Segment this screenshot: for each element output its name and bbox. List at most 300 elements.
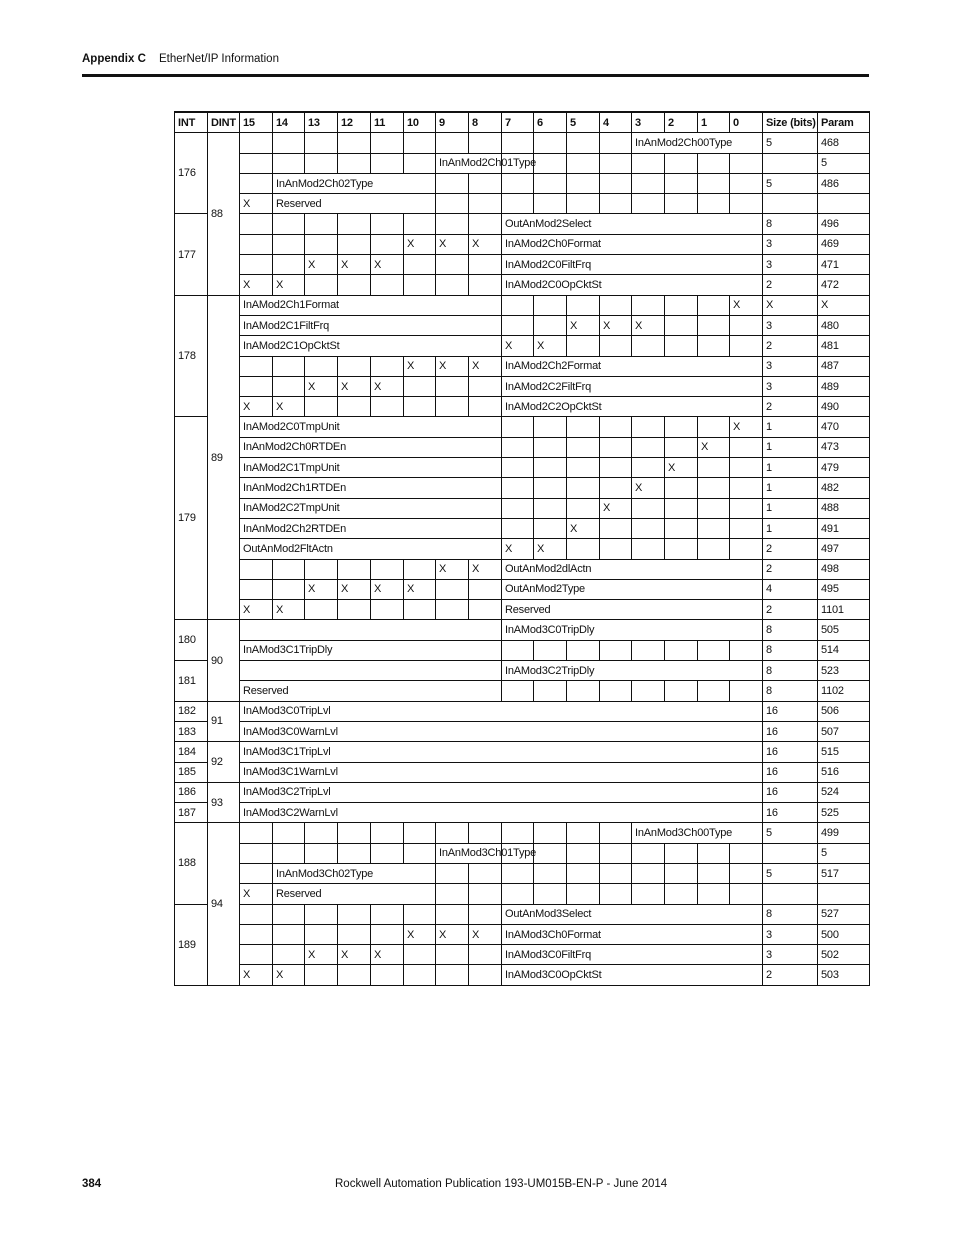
size-cell: 16 <box>763 701 818 721</box>
bit-cell <box>698 417 730 437</box>
param-cell: 489 <box>818 376 870 396</box>
header-section: Appendix C <box>82 53 146 65</box>
bit-cell: InAMod2C1TmpUnit <box>240 458 502 478</box>
publication-info: Rockwell Automation Publication 193-UM015B-EN-P - June 2014 <box>335 1178 668 1190</box>
size-cell: 5 <box>818 153 870 173</box>
size-cell: 2 <box>763 336 818 356</box>
column-header: 13 <box>305 112 338 133</box>
bit-cell <box>730 153 763 173</box>
bit-cell: Reserved <box>240 681 502 701</box>
size-cell: 4 <box>763 579 818 599</box>
table-row <box>175 701 870 721</box>
bit-cell <box>567 153 600 173</box>
bit-cell: X <box>371 376 404 396</box>
table-row <box>175 356 870 376</box>
bit-cell <box>273 356 305 376</box>
param-cell: 505 <box>818 620 870 640</box>
bit-cell: X <box>436 924 469 944</box>
bit-cell <box>600 417 632 437</box>
param-cell: 500 <box>818 924 870 944</box>
bit-cell <box>632 884 665 904</box>
bit-cell: InAMod2C2OpCktSt <box>502 397 763 417</box>
table-row <box>175 315 870 335</box>
bit-cell <box>730 843 763 863</box>
table-body <box>175 133 870 985</box>
bit-cell: X <box>273 600 305 620</box>
bit-cell: X <box>469 924 502 944</box>
bit-cell <box>818 884 870 904</box>
bit-cell: InAMod3C2WarnLvl <box>240 803 763 823</box>
param-cell: 525 <box>818 803 870 823</box>
size-cell: 5 <box>818 843 870 863</box>
bit-cell <box>665 295 698 315</box>
bit-cell <box>469 884 502 904</box>
bit-cell <box>240 153 273 173</box>
size-cell: 2 <box>763 600 818 620</box>
bit-cell <box>371 397 404 417</box>
bit-cell: X <box>305 255 338 275</box>
bit-cell <box>534 194 567 214</box>
int-cell: 188 <box>175 823 208 904</box>
bit-cell <box>469 275 502 295</box>
bit-cell <box>273 843 305 863</box>
table-row <box>175 721 870 741</box>
bit-cell <box>240 945 273 965</box>
bit-cell: InAMod3C2TripDly <box>502 661 763 681</box>
bit-cell <box>665 194 698 214</box>
header-rule <box>82 74 869 77</box>
bit-cell: X <box>567 518 600 538</box>
size-cell: 2 <box>763 397 818 417</box>
size-cell: 1 <box>763 417 818 437</box>
bit-cell <box>567 295 600 315</box>
size-cell: 8 <box>763 661 818 681</box>
bit-cell <box>567 336 600 356</box>
bit-cell <box>665 518 698 538</box>
bit-cell <box>240 579 273 599</box>
param-cell: 496 <box>818 214 870 234</box>
bit-cell <box>240 620 502 640</box>
bit-cell: InAnMod2Ch2RTDEn <box>240 518 502 538</box>
bit-cell <box>273 904 305 924</box>
bit-cell <box>436 133 469 153</box>
bit-cell <box>730 315 763 335</box>
bit-cell <box>632 640 665 660</box>
bit-cell <box>534 315 567 335</box>
bit-cell <box>240 234 273 254</box>
bit-cell: InAMod2C2FiltFrq <box>502 376 763 396</box>
bit-cell <box>338 356 371 376</box>
bit-cell: X <box>818 295 870 315</box>
bit-cell <box>404 397 436 417</box>
table-row <box>175 823 870 843</box>
bit-cell <box>534 133 567 153</box>
bit-cell <box>502 478 534 498</box>
bit-cell: X <box>305 376 338 396</box>
bit-cell <box>567 194 600 214</box>
size-cell: 16 <box>763 762 818 782</box>
bit-cell <box>600 640 632 660</box>
size-cell: 3 <box>763 945 818 965</box>
bit-cell <box>436 194 469 214</box>
bit-cell: X <box>338 945 371 965</box>
bit-cell: X <box>534 539 567 559</box>
param-cell: 506 <box>818 701 870 721</box>
bit-cell <box>404 600 436 620</box>
table-row <box>175 762 870 782</box>
bit-cell: InAMod3C1TripDly <box>240 640 502 660</box>
bit-cell <box>502 884 534 904</box>
size-cell: 1 <box>763 478 818 498</box>
bit-cell <box>273 255 305 275</box>
bit-cell: X <box>502 539 534 559</box>
column-header: 9 <box>436 112 469 133</box>
size-cell: 2 <box>763 275 818 295</box>
bit-cell <box>338 600 371 620</box>
bit-cell <box>665 539 698 559</box>
bit-cell <box>534 863 567 883</box>
bit-cell: InAMod3C0OpCktSt <box>502 965 763 985</box>
int-cell: 181 <box>175 661 208 702</box>
size-cell: 16 <box>763 803 818 823</box>
bit-cell <box>305 397 338 417</box>
bit-cell: X <box>240 397 273 417</box>
bit-cell <box>469 133 502 153</box>
bit-cell <box>534 823 567 843</box>
bit-cell: X <box>436 559 469 579</box>
size-cell: 5 <box>763 823 818 843</box>
bit-cell <box>534 884 567 904</box>
bit-cell: InAnMod3Ch01Type <box>436 843 502 863</box>
bit-cell <box>273 924 305 944</box>
param-cell: 487 <box>818 356 870 376</box>
bit-cell <box>600 884 632 904</box>
param-cell: 482 <box>818 478 870 498</box>
bit-cell <box>404 376 436 396</box>
bit-cell <box>665 843 698 863</box>
column-header: INT <box>175 112 208 133</box>
int-cell: 183 <box>175 721 208 741</box>
bit-cell: InAMod3Ch0Format <box>502 924 763 944</box>
bit-cell <box>600 336 632 356</box>
int-cell: 184 <box>175 742 208 762</box>
bit-cell: X <box>338 255 371 275</box>
bit-cell <box>469 397 502 417</box>
bit-cell <box>305 924 338 944</box>
size-cell: 3 <box>763 255 818 275</box>
bit-cell: InAMod2Ch1Format <box>240 295 502 315</box>
size-cell: 2 <box>763 559 818 579</box>
table-row <box>175 255 870 275</box>
bit-cell <box>567 863 600 883</box>
bit-cell <box>404 275 436 295</box>
bit-cell <box>273 945 305 965</box>
bit-cell: OutAnMod2dlActn <box>502 559 763 579</box>
bit-cell <box>436 214 469 234</box>
bit-cell <box>338 153 371 173</box>
bit-cell <box>338 275 371 295</box>
table-row <box>175 153 870 173</box>
bit-cell <box>240 924 273 944</box>
table-row <box>175 843 870 863</box>
bit-cell <box>600 153 632 173</box>
bit-cell: X <box>404 924 436 944</box>
int-cell: 187 <box>175 803 208 823</box>
bit-cell <box>632 518 665 538</box>
size-cell: 3 <box>763 924 818 944</box>
bit-cell <box>698 478 730 498</box>
bit-cell <box>240 133 273 153</box>
bit-cell <box>600 173 632 193</box>
table-row <box>175 437 870 457</box>
size-cell: 3 <box>763 234 818 254</box>
bit-cell <box>600 458 632 478</box>
bit-cell <box>436 173 469 193</box>
param-cell: 470 <box>818 417 870 437</box>
bit-cell <box>305 843 338 863</box>
size-cell: 3 <box>763 356 818 376</box>
bit-cell: X <box>534 336 567 356</box>
table-row <box>175 234 870 254</box>
bit-cell <box>338 214 371 234</box>
bit-cell <box>502 417 534 437</box>
bit-cell <box>305 600 338 620</box>
bit-cell <box>502 315 534 335</box>
int-cell: 182 <box>175 701 208 721</box>
bit-cell <box>567 458 600 478</box>
column-header: DINT <box>208 112 240 133</box>
bit-cell: InAMod3C1TripLvl <box>240 742 763 762</box>
bit-cell <box>665 640 698 660</box>
bit-cell: InAnMod2Ch02Type <box>273 173 436 193</box>
bit-cell: InAMod3C2TripLvl <box>240 782 763 802</box>
bit-cell <box>502 458 534 478</box>
bit-cell <box>600 478 632 498</box>
bit-cell <box>338 559 371 579</box>
bit-cell: X <box>371 255 404 275</box>
bit-cell: X <box>730 417 763 437</box>
bit-cell <box>567 133 600 153</box>
bit-cell <box>436 823 469 843</box>
bit-cell <box>632 498 665 518</box>
bit-cell <box>730 194 763 214</box>
bit-cell <box>665 417 698 437</box>
param-cell: 469 <box>818 234 870 254</box>
bit-cell <box>665 336 698 356</box>
param-cell: 473 <box>818 437 870 457</box>
bit-cell: X <box>665 458 698 478</box>
bit-cell <box>567 437 600 457</box>
table-row <box>175 782 870 802</box>
bit-cell: X <box>305 579 338 599</box>
bit-cell <box>665 478 698 498</box>
bit-cell: X <box>404 579 436 599</box>
column-header: 6 <box>534 112 567 133</box>
size-cell: 8 <box>763 904 818 924</box>
bit-cell: OutAnMod3Select <box>502 904 763 924</box>
bit-cell <box>371 924 404 944</box>
bit-cell <box>273 559 305 579</box>
bit-cell <box>698 295 730 315</box>
bit-cell <box>338 904 371 924</box>
bit-cell: X <box>240 600 273 620</box>
bit-cell <box>338 133 371 153</box>
size-cell: 1 <box>763 498 818 518</box>
table-row <box>175 214 870 234</box>
bit-cell <box>600 539 632 559</box>
size-cell: 1 <box>763 458 818 478</box>
bit-cell <box>502 823 534 843</box>
size-cell: 8 <box>763 640 818 660</box>
bit-cell <box>632 863 665 883</box>
bit-cell <box>567 417 600 437</box>
table-row <box>175 458 870 478</box>
bit-cell: Reserved <box>273 194 436 214</box>
bit-cell: InAnMod2Ch01Type <box>436 153 502 173</box>
bit-cell <box>730 884 763 904</box>
bit-cell <box>730 336 763 356</box>
param-cell: 490 <box>818 397 870 417</box>
bit-cell <box>338 924 371 944</box>
bit-cell <box>665 173 698 193</box>
bit-cell <box>730 640 763 660</box>
bit-cell <box>567 173 600 193</box>
bit-cell: X <box>502 336 534 356</box>
bit-cell <box>698 173 730 193</box>
bit-cell <box>404 153 436 173</box>
bit-cell <box>600 194 632 214</box>
table-row <box>175 884 870 904</box>
bit-cell <box>305 559 338 579</box>
bit-cell <box>665 153 698 173</box>
size-cell: 16 <box>763 742 818 762</box>
bit-cell <box>305 133 338 153</box>
bit-cell <box>763 843 818 863</box>
bit-cell <box>371 559 404 579</box>
param-cell: 515 <box>818 742 870 762</box>
bit-cell <box>534 417 567 437</box>
bit-cell <box>240 904 273 924</box>
int-cell: 178 <box>175 295 208 417</box>
bit-cell <box>502 295 534 315</box>
bit-cell <box>730 478 763 498</box>
bit-cell <box>305 823 338 843</box>
bit-cell: X <box>305 945 338 965</box>
bit-cell <box>730 539 763 559</box>
table-row <box>175 640 870 660</box>
bit-cell: X <box>698 437 730 457</box>
bit-cell: X <box>240 194 273 214</box>
bit-cell <box>273 214 305 234</box>
bit-cell: X <box>338 579 371 599</box>
bit-cell <box>818 194 870 214</box>
bit-cell: X <box>273 397 305 417</box>
bit-cell <box>371 356 404 376</box>
bit-cell <box>665 681 698 701</box>
bit-cell <box>632 539 665 559</box>
bit-cell <box>534 153 567 173</box>
bit-cell <box>273 133 305 153</box>
data-map-table <box>174 111 870 986</box>
bit-cell <box>632 437 665 457</box>
bit-cell <box>600 823 632 843</box>
param-cell: 499 <box>818 823 870 843</box>
column-header: 15 <box>240 112 273 133</box>
table-row <box>175 620 870 640</box>
bit-cell <box>371 153 404 173</box>
bit-cell <box>567 681 600 701</box>
bit-cell: X <box>763 295 818 315</box>
bit-cell <box>404 843 436 863</box>
bit-cell: X <box>371 945 404 965</box>
bit-cell <box>240 823 273 843</box>
int-cell: 189 <box>175 904 208 985</box>
bit-cell <box>240 376 273 396</box>
bit-cell <box>469 863 502 883</box>
bit-cell <box>436 965 469 985</box>
bit-cell <box>600 518 632 538</box>
bit-cell <box>436 579 469 599</box>
param-cell: 486 <box>818 173 870 193</box>
bit-cell: InAMod2Ch2Format <box>502 356 763 376</box>
bit-cell <box>534 843 567 863</box>
bit-cell <box>632 295 665 315</box>
bit-cell <box>502 133 534 153</box>
bit-cell <box>240 173 273 193</box>
bit-cell <box>371 965 404 985</box>
bit-cell <box>534 437 567 457</box>
bit-cell <box>240 255 273 275</box>
size-cell: 1 <box>763 518 818 538</box>
bit-cell <box>698 843 730 863</box>
bit-cell <box>730 498 763 518</box>
bit-cell <box>404 904 436 924</box>
bit-cell <box>534 640 567 660</box>
bit-cell <box>469 173 502 193</box>
size-cell: 8 <box>763 214 818 234</box>
bit-cell <box>567 478 600 498</box>
bit-cell: OutAnMod2Type <box>502 579 763 599</box>
bit-cell <box>600 133 632 153</box>
bit-cell: X <box>240 884 273 904</box>
bit-cell <box>534 295 567 315</box>
table-row <box>175 498 870 518</box>
bit-cell: X <box>273 965 305 985</box>
bit-cell <box>698 315 730 335</box>
bit-cell: InAnMod2Ch0RTDEn <box>240 437 502 457</box>
bit-cell <box>371 234 404 254</box>
table-row <box>175 295 870 315</box>
bit-cell <box>600 681 632 701</box>
bit-cell <box>698 539 730 559</box>
dint-cell: 90 <box>208 620 240 701</box>
dint-cell: 92 <box>208 742 240 783</box>
bit-cell <box>338 234 371 254</box>
bit-cell <box>305 214 338 234</box>
size-cell: 3 <box>763 376 818 396</box>
size-cell: 5 <box>763 133 818 153</box>
param-cell: 1101 <box>818 600 870 620</box>
size-cell: 2 <box>763 965 818 985</box>
bit-cell: InAMod2C1FiltFrq <box>240 315 502 335</box>
bit-cell <box>730 863 763 883</box>
dint-cell: 94 <box>208 823 240 985</box>
bit-cell <box>632 173 665 193</box>
bit-cell: X <box>600 498 632 518</box>
bit-cell <box>567 539 600 559</box>
column-header: 12 <box>338 112 371 133</box>
bit-cell: OutAnMod2Select <box>502 214 763 234</box>
